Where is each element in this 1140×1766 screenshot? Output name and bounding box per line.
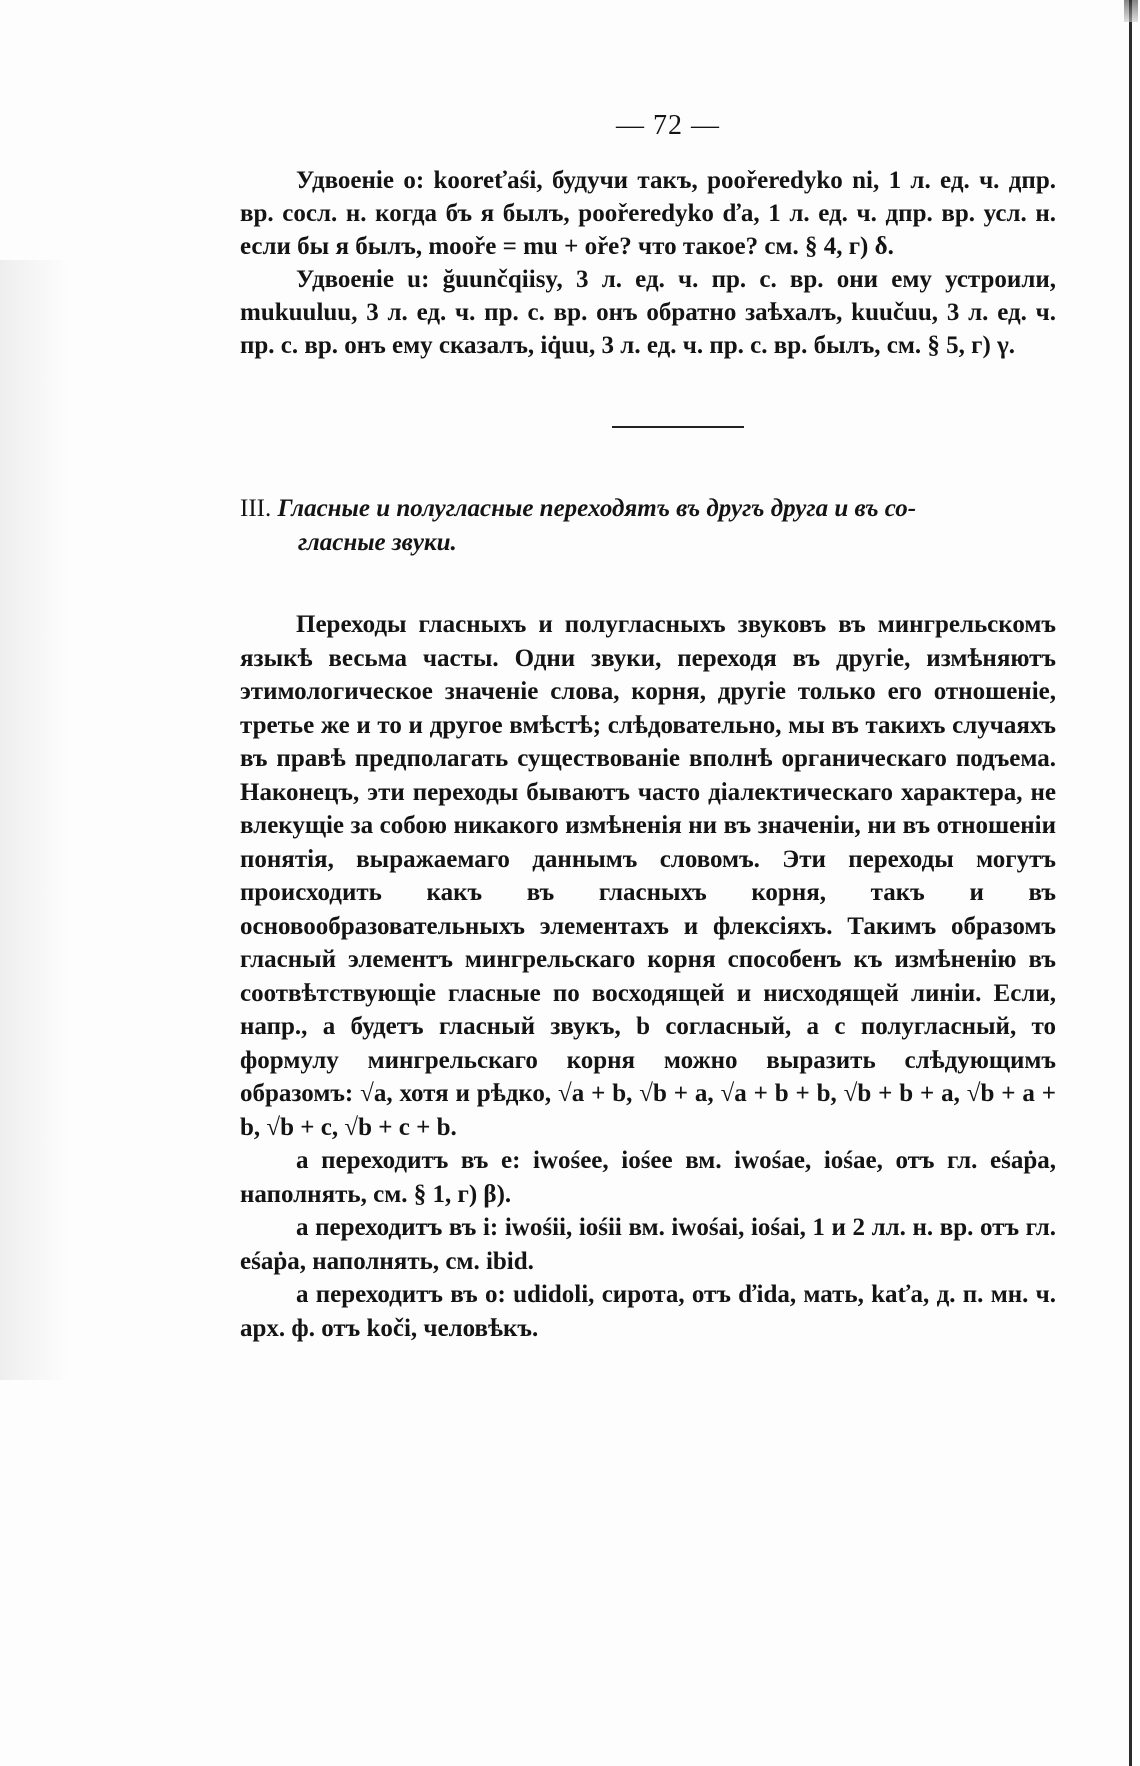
page-content: [240, 110, 1056, 1345]
paragraph-doubling-u: Удвоеніе u: ğuunčqiisy, 3 л. ед. ч. пр. с. вр. они ему устроили, mukuuluu, 3 л. ед. ч. пр. с. вр. онъ обратно заѣхалъ, kuučuu, 3 л. ед. ч. пр. с. вр. онъ ему сказалъ, iq̇uu, 3 л. ед. ч. пр. с. вр. былъ, см. § 5, г) γ.: [240, 266, 1056, 359]
page-number: — 72 —: [616, 110, 720, 141]
section-title-line2: гласные звуки.: [298, 529, 457, 556]
page-edge-line: [1129, 0, 1132, 1766]
section-heading: [240, 492, 1056, 560]
paragraph-transitions: Переходы гласныхъ и полугласныхъ звуковъ въ мингрельскомъ языкѣ весьма часты. Одни звуки, переходя въ другіе, измѣняютъ этимологическое значеніе слова, корня, другіе только его отношеніе, третье же и то и другое вмѣстѣ; слѣдовательно, мы въ такихъ случаяхъ въ правѣ предполагать существованіе вполнѣ органическаго подъема. Наконецъ, эти переходы бываютъ часто діалектическаго характера, не влекущіе за собою никакого измѣненія ни въ значеніи, ни въ отношеніи понятія, выражаемаго даннымъ словомъ. Эти переходы могутъ происходить какъ въ гласныхъ корня, такъ и въ основообразовательныхъ элементахъ и флексіяхъ. Такимъ образомъ гласный элементъ мингрельскаго корня способенъ къ измѣненію въ соотвѣтствующіе гласные по восходящей и нисходящей линіи. Если, напр., a будетъ гласный звукъ, b согласный, а c полугласный, то формулу мингрельскаго корня можно выразить слѣдующимъ образомъ: √a, хотя и рѣдко, √a + b, √b + a, √a + b + b, √b + b + a, √b + a + b, √b + c, √b + c + b.: [240, 611, 1056, 1141]
paragraph-doubling-o: Удвоеніе о: kooreťaśi, будучи такъ, poořeredyko ni, 1 л. ед. ч. дпр. вр. сосл. н. когда бъ я былъ, poořeredyko ďa, 1 л. ед. ч. дпр. вр. усл. н. если бы я былъ, mooře = mu + oře? что такое? см. § 4, г) δ.: [240, 167, 1056, 260]
page-shadow: [0, 260, 70, 1380]
paragraph-a-to-o: a переходитъ въ o: udidoli, сирота, отъ ďida, мать, kaťa, д. п. мн. ч. арх. ф. отъ koči, человѣкъ.: [240, 1281, 1056, 1342]
paragraph-a-to-i: a переходитъ въ i: iwośii, iośii вм. iwośai, iośai, 1 и 2 лл. н. вр. отъ гл. eśaṗa, наполнять, см. ibid.: [240, 1214, 1056, 1275]
scan-artifact: [1124, 0, 1138, 22]
section-title-line1: Гласные и полугласные переходятъ въ другъ друга и въ со-: [277, 495, 917, 522]
section-divider: [612, 426, 744, 428]
paragraph-a-to-e: a переходитъ въ e: iwośee, iośee вм. iwośae, iośae, отъ гл. eśaṗa, наполнять, см. § 1, г) β).: [240, 1147, 1056, 1208]
section-body: [240, 608, 1056, 1345]
section-numeral: III.: [240, 495, 272, 522]
